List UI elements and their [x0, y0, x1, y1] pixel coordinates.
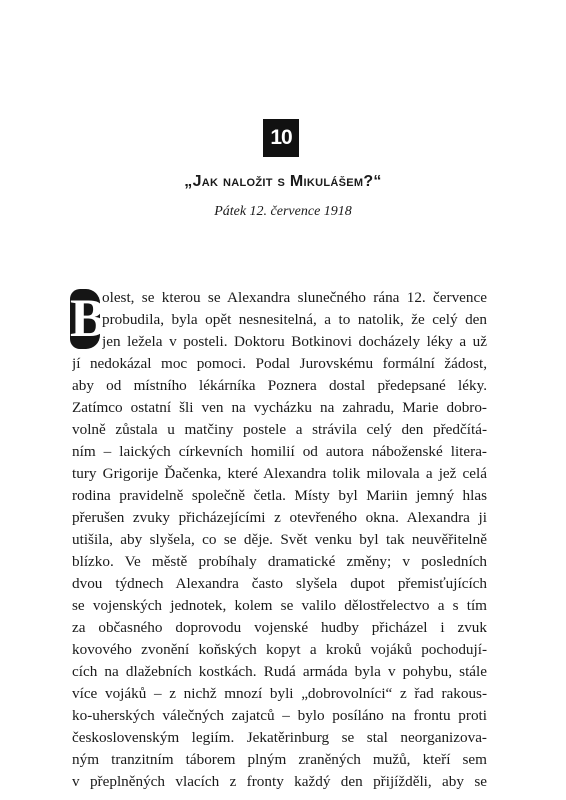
text-line: ko-uherských válečných zajatců – bylo posíláno na frontu proti: [72, 707, 487, 724]
text-line: více vojáků – z nichž mnozí byli „dobrovolníci“ z řad rakous-: [72, 685, 487, 702]
text-line: přerušen zvuky přicházejícími z otevřeného okna. Alexandra ji: [72, 509, 487, 526]
text-line: za občasného doprovodu vojenské hudby přicházel i zvuk: [72, 619, 487, 636]
text-line: kovového zvonění koňských kopyt a kroků vojáků pochodují-: [72, 641, 487, 658]
text-line: probudila, byla opět nesnesitelná, a to natolik, že celý den: [102, 311, 487, 328]
text-line: rodina pravidelně společně četla. Místy byl Mariin jemný hlas: [72, 487, 487, 504]
text-line: dvou týdnech Alexandra často slyšela dupot přemisťujících: [72, 575, 487, 592]
text-line: cích na dlažebních kostkách. Rudá armáda byla v pohybu, stále: [72, 663, 487, 680]
text-line: se vojenských jednotek, kolem se valilo dělostřelectvo a s tím: [72, 597, 487, 614]
text-line: olest, se kterou se Alexandra slunečného rána 12. července: [102, 289, 487, 306]
text-line: volně zůstala u matčiny postele a strávila celý den předčítá-: [72, 421, 487, 438]
text-line: jí nedokázal moc pomoci. Podal Jurovskému formální žádost,: [72, 355, 487, 372]
text-line: jen ležela v posteli. Doktoru Botkinovi docházely léky a už: [102, 333, 487, 350]
text-line: aby od místního lékárníka Poznera dostal předepsané léky.: [72, 377, 487, 394]
text-line: blízko. Ve městě probíhaly dramatické změny; v posledních: [72, 553, 487, 570]
text-line: Zatímco ostatní šli ven na vycházku na zahradu, Marie dobro-: [72, 399, 487, 416]
text-line: utišila, aby slyšela, co se děje. Svět venku byl tak neuvěřitelně: [72, 531, 487, 548]
chapter-date: Pátek 12. července 1918: [214, 204, 352, 219]
text-line: ním – laických církevních homilií od autora náboženské litera-: [72, 443, 487, 460]
text-line: československým legiím. Jekatěrinburg se stal neorganizova-: [72, 729, 487, 746]
chapter-number: 10: [263, 119, 299, 157]
text-line: v přeplněných vlacích z fronty každý den přijížděli, aby se: [72, 773, 487, 790]
text-line: tury Grigorije Ďačenka, které Alexandra tolik milovala a jež celá: [72, 465, 487, 482]
chapter-title: „Jak naložit s Mikulášem?“: [184, 173, 382, 190]
text-line: ným tranzitním táborem plným zraněných mužů, kteří sem: [72, 751, 487, 768]
drop-cap: B: [70, 288, 107, 348]
